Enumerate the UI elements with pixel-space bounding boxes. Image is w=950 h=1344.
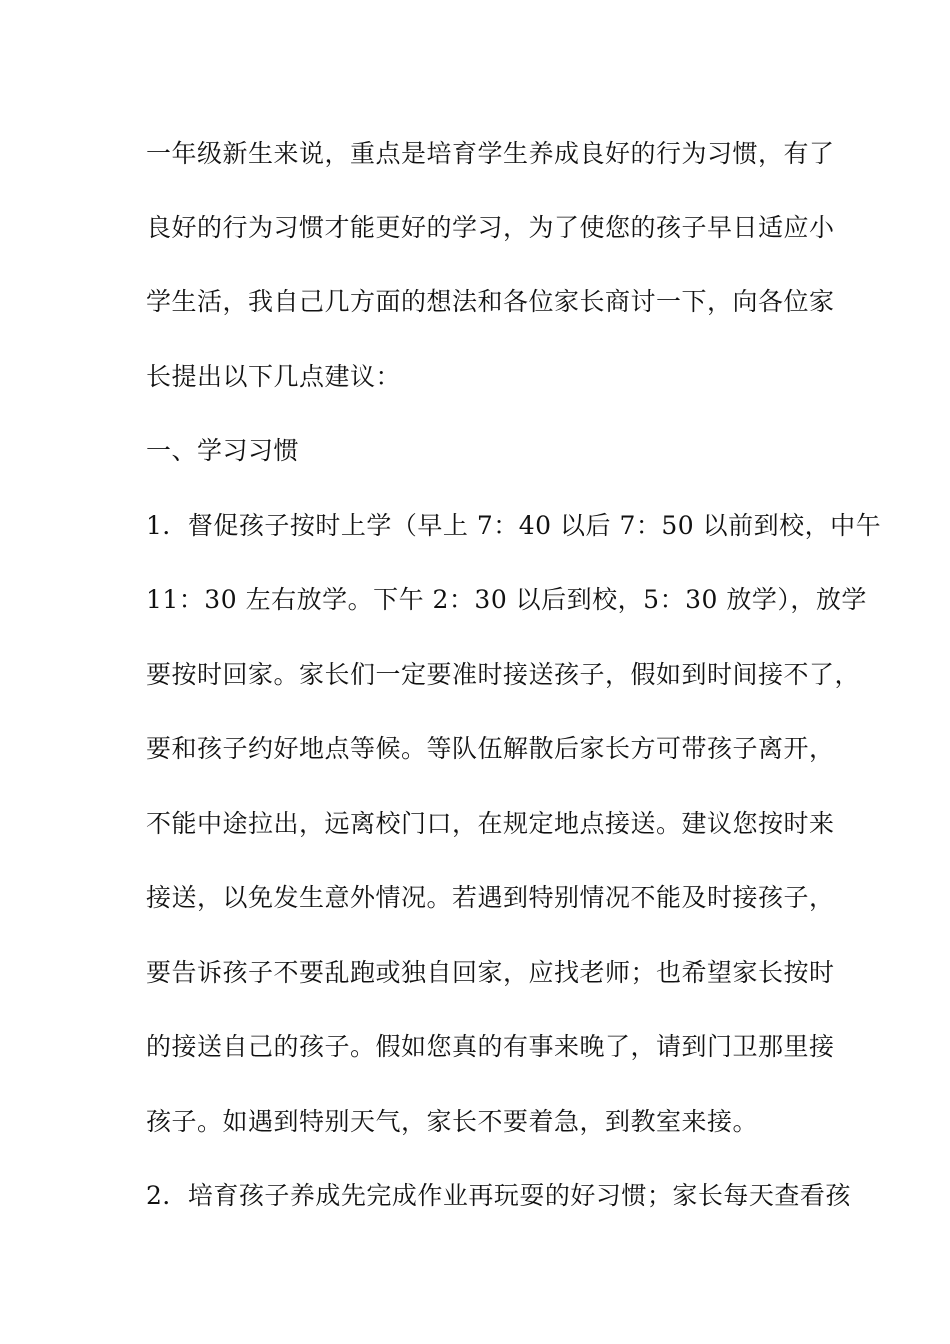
- paragraph-line-15: 2．培育孩子养成先完成作业再玩耍的好习惯；家长每天查看孩: [146, 1181, 851, 1210]
- paragraph-line-9: 要和孩子约好地点等候。等队伍解散后家长方可带孩子离开，: [146, 734, 835, 763]
- paragraph-line-11: 接送，以免发生意外情况。若遇到特别情况不能及时接孩子，: [146, 883, 835, 912]
- paragraph-line-13: 的接送自己的孩子。假如您真的有事来晚了，请到门卫那里接: [146, 1032, 835, 1061]
- paragraph-line-6: 1．督促孩子按时上学（早上 7：40 以后 7：50 以前到校，中午: [146, 511, 882, 540]
- paragraph-line-7: 11：30 左右放学。下午 2：30 以后到校，5：30 放学），放学: [146, 585, 867, 614]
- paragraph-line-10: 不能中途拉出，远离校门口，在规定地点接送。建议您按时来: [146, 809, 835, 838]
- section-heading: 一、学习习惯: [146, 436, 300, 465]
- paragraph-line-14: 孩子。如遇到特别天气，家长不要着急，到教室来接。: [146, 1107, 759, 1136]
- paragraph-line-4: 长提出以下几点建议：: [146, 362, 402, 391]
- paragraph-line-2: 良好的行为习惯才能更好的学习，为了使您的孩子早日适应小: [146, 213, 835, 242]
- paragraph-line-8: 要按时回家。家长们一定要准时接送孩子，假如到时间接不了，: [146, 660, 861, 689]
- paragraph-line-1: 一年级新生来说，重点是培育学生养成良好的行为习惯，有了: [146, 139, 835, 168]
- paragraph-line-3: 学生活，我自己几方面的想法和各位家长商讨一下，向各位家: [146, 287, 835, 316]
- paragraph-line-12: 要告诉孩子不要乱跑或独自回家，应找老师；也希望家长按时: [146, 958, 835, 987]
